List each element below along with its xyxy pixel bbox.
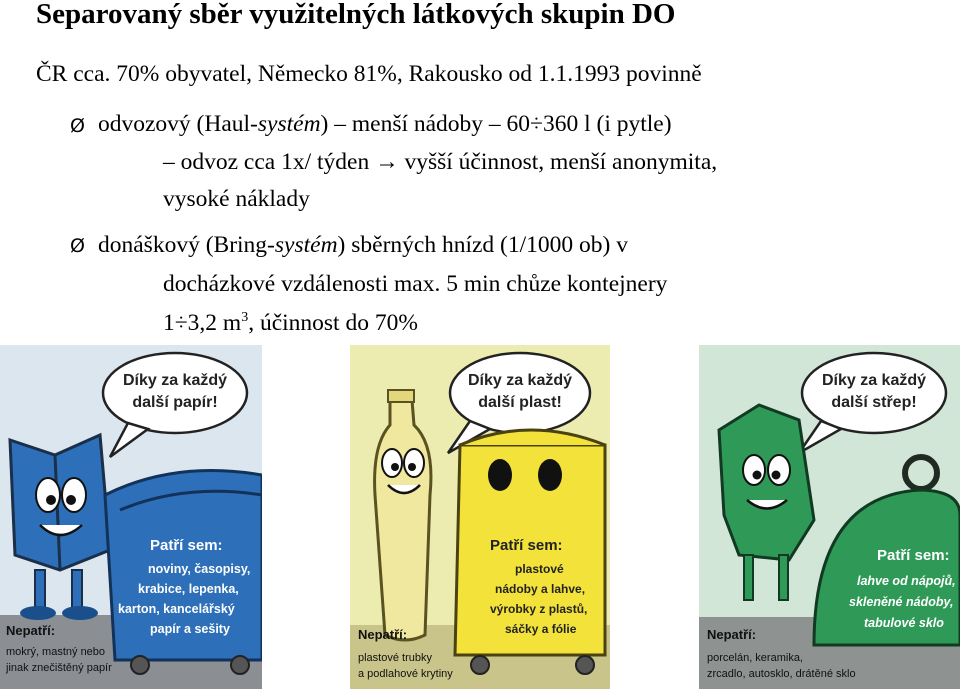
patri-item: lahve od nápojů, [857, 574, 956, 588]
bullet-marker-2: Ø [70, 235, 85, 257]
nepatri-title: Nepatří: [358, 627, 408, 642]
eye-icon [743, 455, 765, 485]
patri-title: Patří sem: [490, 537, 563, 554]
nepatri-title: Nepatří: [707, 627, 757, 642]
nepatri-item: zrcadlo, autosklo, drátěné sklo [707, 668, 856, 680]
speech-line-2: další plast! [478, 394, 562, 411]
nepatri-item: mokrý, mastný nebo [6, 646, 106, 658]
patri-item: krabice, lepenka, [138, 582, 239, 596]
wheel-icon [576, 656, 594, 674]
patri-item: karton, kancelářský [118, 602, 235, 616]
patri-item: skleněné nádoby, [849, 595, 954, 609]
bullet-1-line-3: vysoké náklady [163, 186, 310, 212]
eye-icon [62, 478, 86, 512]
speech-line-1: Díky za každý [821, 372, 927, 389]
bullet-2-line-2: docházkové vzdálenosti max. 5 min chůze kontejnery [163, 271, 668, 297]
nepatri-item: porcelán, keramika, [707, 652, 803, 664]
poster-plastic-illustration [350, 345, 610, 689]
intro-line: ČR cca. 70% obyvatel, Německo 81%, Rakousko od 1.1.1993 povinně [36, 61, 702, 87]
bottle-cap [388, 390, 414, 402]
patri-item: nádoby a lahve, [495, 582, 586, 596]
bullet-2-line-3: 1÷3,2 $m^3$, účinnost do 70% [163, 309, 418, 336]
speech-line-2: další střep! [831, 394, 917, 411]
eye-icon [382, 449, 402, 477]
wheel-icon [131, 656, 149, 674]
wheel-icon [231, 656, 249, 674]
poster-plastic [350, 345, 610, 689]
poster-paper-illustration [0, 345, 262, 689]
patri-title: Patří sem: [877, 547, 950, 564]
patri-item: noviny, časopisy, [148, 562, 251, 576]
speech-line-1: Díky za každý [122, 372, 228, 389]
bullet-1-line-2: – odvoz cca 1x/ týden → vyšší účinnost, menší anonymita, [163, 149, 718, 175]
patri-item: papír a sešity [150, 622, 230, 636]
eye-icon [36, 478, 60, 512]
speech-line-2: další papír! [132, 394, 218, 411]
speech-bubble [103, 353, 247, 433]
bullet-marker-1: Ø [70, 115, 85, 137]
eye-icon [768, 455, 790, 485]
wheel-icon [471, 656, 489, 674]
eye-icon [404, 449, 424, 477]
patri-item: plastové [515, 562, 564, 576]
patri-item: výrobky z plastů, [490, 602, 588, 616]
nepatri-item: jinak znečištěný papír [6, 662, 112, 674]
nepatri-item: plastové trubky [358, 652, 432, 664]
speech-line-1: Díky za každý [467, 372, 573, 389]
slide-title: Separovaný sběr využitelných látkových skupin DO [36, 0, 676, 30]
poster-paper [0, 345, 262, 689]
poster-glass [699, 345, 960, 689]
bullet-1-line-1: odvozový (Haul-systém) – menší nádoby – 60÷360 l (i pytle) [98, 111, 672, 137]
patri-title: Patří sem: [150, 537, 223, 554]
patri-item: tabulové sklo [864, 616, 944, 630]
nepatri-title: Nepatří: [6, 623, 56, 638]
bullet-2-line-1: donáškový (Bring-systém) sběrných hnízd (1/1000 ob) v [98, 232, 628, 258]
glass-shard-character [719, 405, 814, 560]
patri-item: sáčky a fólie [505, 622, 577, 636]
poster-glass-illustration [699, 345, 960, 689]
nepatri-item: a podlahové krytiny [358, 668, 453, 680]
bottle-character [375, 400, 431, 640]
